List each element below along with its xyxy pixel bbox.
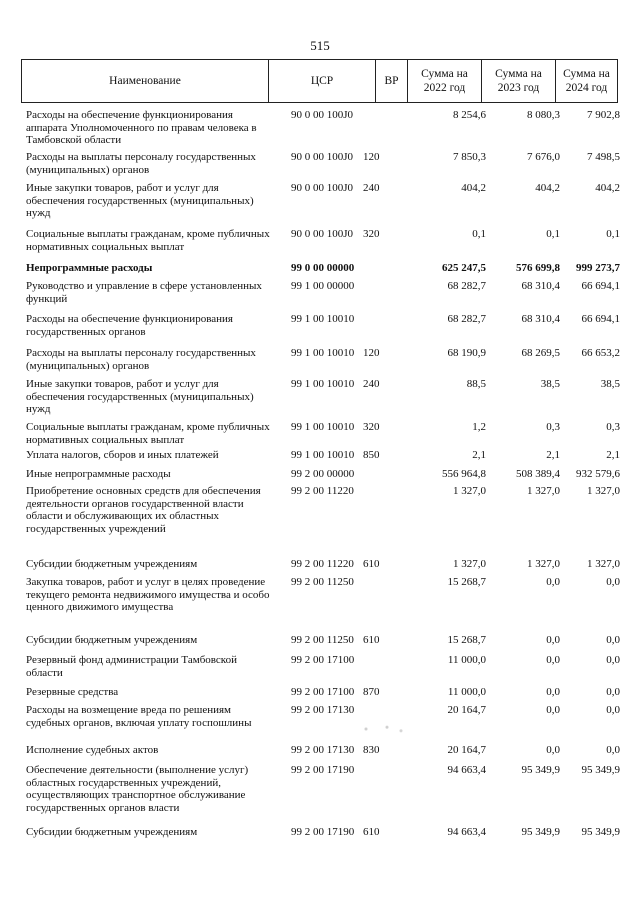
header-csr: ЦСР [269, 60, 376, 102]
row-sum-2023: 576 699,8 [516, 262, 560, 274]
row-sum-2023: 0,3 [546, 421, 560, 433]
row-name: Социальные выплаты гражданам, кроме публичных нормативных социальных выплат [26, 228, 270, 253]
row-vr: 610 [363, 826, 380, 838]
row-csr: 99 2 00 17100 [291, 654, 355, 666]
row-sum-2022: 625 247,5 [442, 262, 486, 274]
row-csr: 99 2 00 11250 [291, 634, 354, 646]
row-sum-2022: 68 282,7 [447, 313, 486, 325]
row-sum-2023: 2,1 [546, 449, 560, 461]
row-sum-2023: 68 269,5 [521, 347, 560, 359]
row-name: Обеспечение деятельности (выполнение услуг) областных государственных учреждений, осуществляющих транспортное обслуживание государственных органов власти [26, 764, 249, 814]
row-sum-2024: 0,0 [606, 654, 620, 666]
row-sum-2022: 1,2 [472, 421, 486, 433]
row-name: Уплата налогов, сборов и иных платежей [26, 449, 219, 461]
row-sum-2022: 68 282,7 [447, 280, 486, 292]
row-sum-2023: 8 080,3 [527, 109, 560, 121]
row-sum-2022: 15 268,7 [447, 576, 486, 588]
row-sum-2024: 0,0 [606, 744, 620, 756]
row-sum-2022: 20 164,7 [447, 704, 486, 716]
row-sum-2022: 1 327,0 [453, 485, 486, 497]
header-sum-2022: Сумма на 2022 год [408, 60, 482, 102]
row-sum-2024: 0,3 [606, 421, 620, 433]
row-vr: 830 [363, 744, 380, 756]
row-sum-2022: 1 327,0 [453, 558, 486, 570]
row-sum-2023: 508 389,4 [516, 468, 560, 480]
row-name: Резервные средства [26, 686, 119, 698]
row-name: Иные закупки товаров, работ и услуг для обеспечения государственных (муниципальных) нужд [26, 378, 254, 415]
row-sum-2023: 0,0 [546, 634, 560, 646]
row-name: Приобретение основных средств для обеспечения деятельности органов государственной власти области и обслуживающих их областных государственных учреждений [26, 485, 261, 535]
row-sum-2024: 0,0 [606, 686, 620, 698]
row-sum-2023: 0,0 [546, 686, 560, 698]
row-sum-2022: 20 164,7 [447, 744, 486, 756]
row-sum-2024: 95 349,9 [581, 764, 620, 776]
row-csr: 99 0 00 00000 [291, 262, 355, 274]
row-vr: 320 [363, 421, 380, 433]
row-vr: 120 [363, 151, 380, 163]
row-csr: 99 1 00 10010 [291, 313, 355, 325]
row-sum-2024: 1 327,0 [587, 558, 620, 570]
row-csr: 99 2 00 00000 [291, 468, 355, 480]
row-csr: 99 2 00 17190 [291, 826, 355, 838]
row-vr: 240 [363, 182, 380, 194]
header-vr: ВР [376, 60, 408, 102]
row-sum-2023: 68 310,4 [521, 280, 560, 292]
table-header [21, 59, 618, 103]
row-sum-2024: 66 694,1 [581, 313, 620, 325]
row-sum-2022: 556 964,8 [442, 468, 486, 480]
row-sum-2024: 7 902,8 [587, 109, 620, 121]
row-sum-2022: 0,1 [472, 228, 486, 240]
row-sum-2023: 1 327,0 [527, 558, 560, 570]
row-name: Субсидии бюджетным учреждениям [26, 558, 198, 570]
row-csr: 99 2 00 11220 [291, 485, 354, 497]
row-name: Расходы на выплаты персоналу государственных (муниципальных) органов [26, 151, 256, 176]
row-sum-2022: 7 850,3 [453, 151, 486, 163]
page-number: 515 [310, 38, 330, 53]
row-name: Расходы на обеспечение функционирования аппарата Уполномоченного по правам человека в Тамбовской области [26, 109, 257, 146]
row-name: Иные непрограммные расходы [26, 468, 171, 480]
row-sum-2024: 0,0 [606, 576, 620, 588]
row-vr: 850 [363, 449, 380, 461]
row-sum-2023: 95 349,9 [521, 764, 560, 776]
row-sum-2024: 7 498,5 [587, 151, 620, 163]
row-csr: 90 0 00 100J0 [291, 182, 354, 194]
row-csr: 90 0 00 100J0 [291, 228, 354, 240]
row-sum-2024: 1 327,0 [587, 485, 620, 497]
row-sum-2023: 68 310,4 [521, 313, 560, 325]
row-sum-2022: 8 254,6 [453, 109, 486, 121]
row-csr: 99 1 00 10010 [291, 421, 355, 433]
row-csr: 99 2 00 17130 [291, 704, 355, 716]
row-name: Социальные выплаты гражданам, кроме публичных нормативных социальных выплат [26, 421, 270, 446]
row-vr: 610 [363, 634, 380, 646]
row-sum-2024: 999 273,7 [576, 262, 620, 274]
row-sum-2023: 1 327,0 [527, 485, 560, 497]
row-name: Иные закупки товаров, работ и услуг для обеспечения государственных (муниципальных) нужд [26, 182, 254, 219]
row-vr: 610 [363, 558, 380, 570]
row-sum-2024: 95 349,9 [581, 826, 620, 838]
row-csr: 99 2 00 11250 [291, 576, 354, 588]
row-csr: 99 1 00 10010 [291, 347, 355, 359]
row-sum-2023: 0,0 [546, 744, 560, 756]
row-name: Расходы на возмещение вреда по решениям судебных органов, включая уплату госпошлины [26, 704, 252, 729]
row-csr: 90 0 00 100J0 [291, 109, 354, 121]
row-name: Непрограммные расходы [26, 262, 153, 274]
row-sum-2024: 2,1 [606, 449, 620, 461]
header-name: Наименование [22, 60, 269, 102]
row-sum-2023: 95 349,9 [521, 826, 560, 838]
row-csr: 99 1 00 10010 [291, 378, 355, 390]
row-sum-2022: 11 000,0 [447, 654, 486, 666]
row-name: Расходы на выплаты персоналу государственных (муниципальных) органов [26, 347, 256, 372]
row-sum-2023: 7 676,0 [527, 151, 560, 163]
header-sum-2023: Сумма на 2023 год [482, 60, 556, 102]
row-name: Субсидии бюджетным учреждениям [26, 634, 198, 646]
row-csr: 99 1 00 10010 [291, 449, 355, 461]
row-sum-2023: 0,0 [546, 654, 560, 666]
row-sum-2023: 404,2 [535, 182, 560, 194]
row-sum-2024: 66 694,1 [581, 280, 620, 292]
row-csr: 99 2 00 17130 [291, 744, 355, 756]
row-sum-2022: 11 000,0 [447, 686, 486, 698]
row-sum-2023: 0,0 [546, 576, 560, 588]
row-sum-2022: 2,1 [472, 449, 486, 461]
row-sum-2023: 0,1 [546, 228, 560, 240]
row-csr: 99 1 00 00000 [291, 280, 355, 292]
row-sum-2022: 94 663,4 [447, 764, 486, 776]
row-csr: 99 2 00 17100 [291, 686, 355, 698]
row-sum-2022: 68 190,9 [447, 347, 486, 359]
row-name: Расходы на обеспечение функционирования государственных органов [26, 313, 233, 338]
row-sum-2024: 38,5 [600, 378, 620, 390]
row-name: Руководство и управление в сфере установленных функций [26, 280, 262, 305]
row-sum-2024: 0,0 [606, 704, 620, 716]
row-name: Закупка товаров, работ и услуг в целях проведение текущего ремонта недвижимого имущества и особо ценного движимого имущества [26, 576, 270, 613]
row-sum-2024: 404,2 [595, 182, 620, 194]
row-sum-2024: 932 579,6 [576, 468, 620, 480]
row-vr: 120 [363, 347, 380, 359]
row-sum-2024: 0,0 [606, 634, 620, 646]
row-vr: 320 [363, 228, 380, 240]
row-sum-2024: 66 653,2 [581, 347, 620, 359]
row-csr: 99 2 00 11220 [291, 558, 354, 570]
row-name: Субсидии бюджетным учреждениям [26, 826, 198, 838]
row-sum-2022: 94 663,4 [447, 826, 486, 838]
header-sum-2024: Сумма на 2024 год [563, 68, 610, 94]
row-name: Исполнение судебных актов [26, 744, 159, 756]
row-sum-2024: 0,1 [606, 228, 620, 240]
row-sum-2022: 88,5 [466, 378, 486, 390]
row-vr: 240 [363, 378, 380, 390]
row-sum-2022: 404,2 [461, 182, 486, 194]
row-sum-2022: 15 268,7 [447, 634, 486, 646]
row-csr: 99 2 00 17190 [291, 764, 355, 776]
row-sum-2023: 38,5 [540, 378, 560, 390]
row-csr: 90 0 00 100J0 [291, 151, 354, 163]
row-vr: 870 [363, 686, 380, 698]
row-name: Резервный фонд администрации Тамбовской области [26, 654, 237, 679]
scan-smudge [345, 720, 415, 738]
row-sum-2023: 0,0 [546, 704, 560, 716]
